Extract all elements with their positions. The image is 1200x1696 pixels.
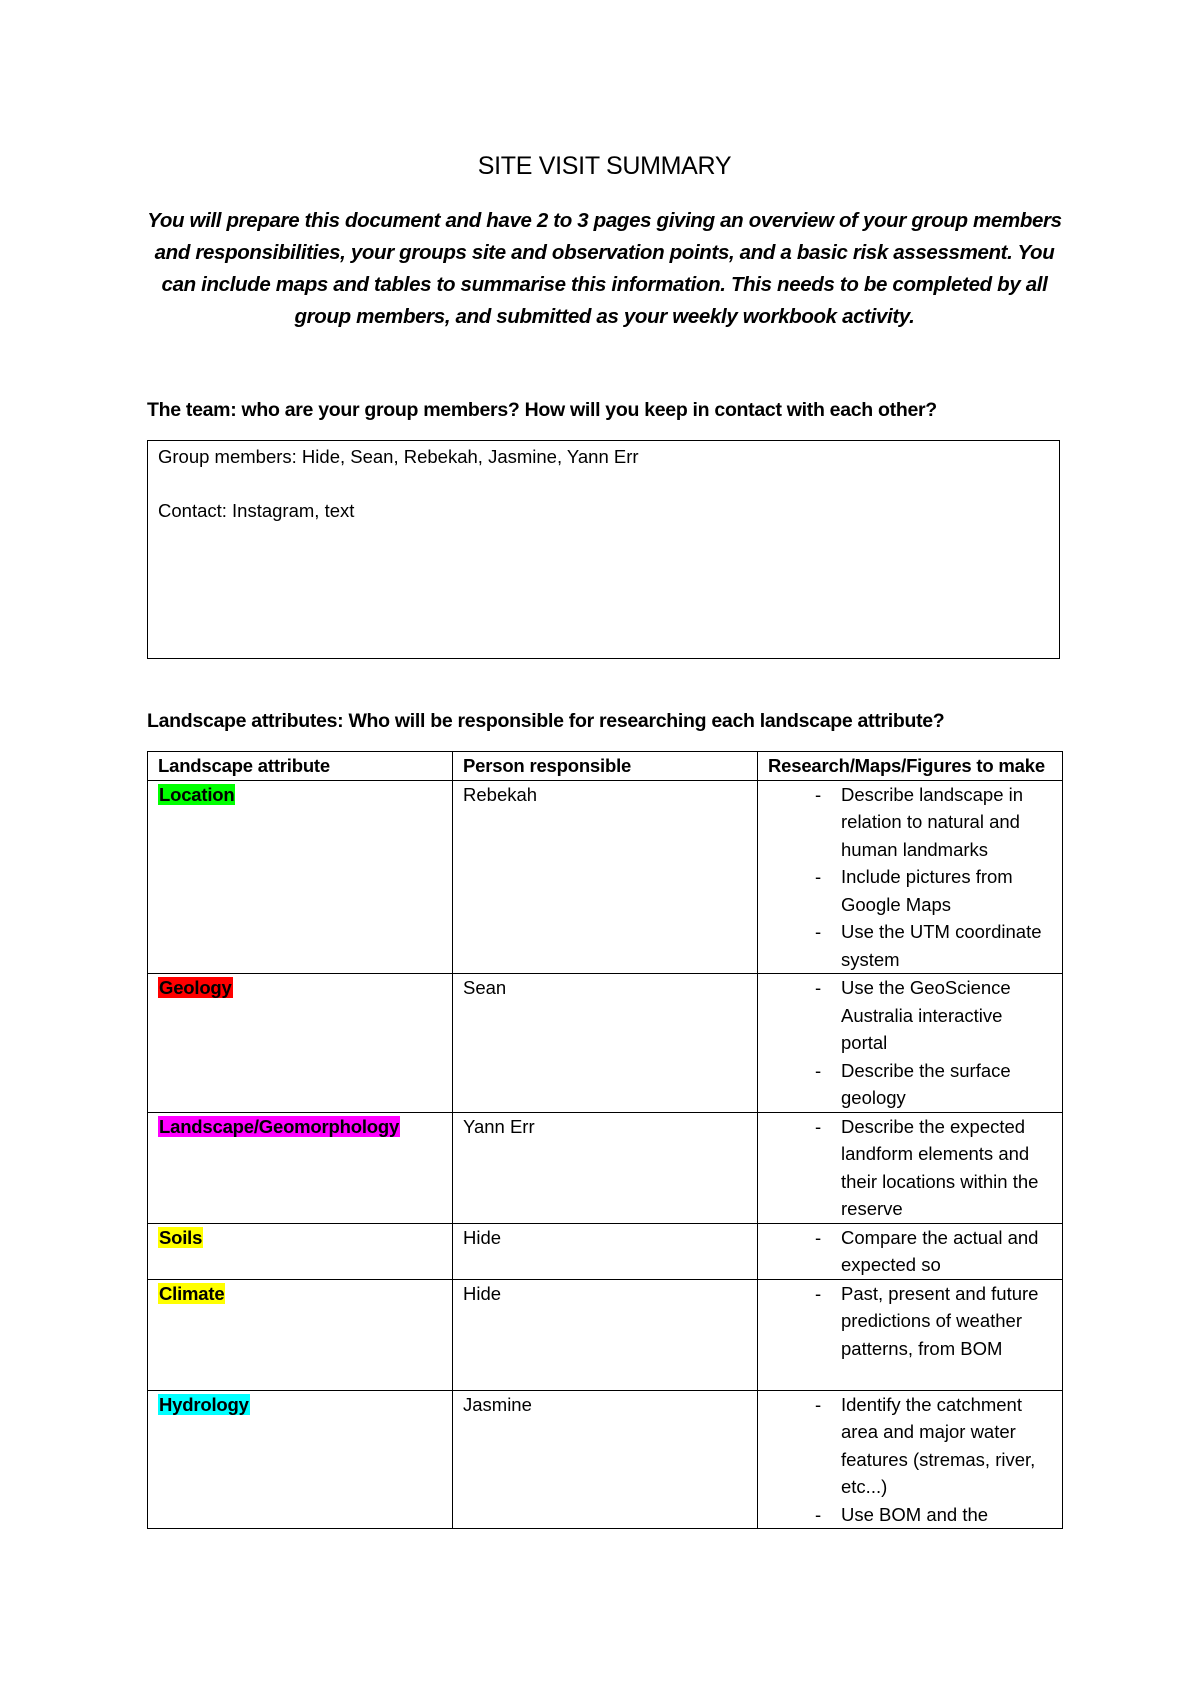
group-members-line: Group members: Hide, Sean, Rebekah, Jasmine, Yann Err xyxy=(158,446,639,467)
team-question-heading: The team: who are your group members? How will you keep in contact with each other? xyxy=(147,399,937,421)
landscape-attributes-table xyxy=(147,751,1063,1529)
instructions-paragraph: You will prepare this document and have 2 to 3 pages giving an overview of your group members and responsibilities, your groups site and observation points, and a basic risk assessment. You can include maps and tables to summarise this information. This needs to be completed by all group members, and submitted as your weekly workbook activity. xyxy=(147,209,1062,328)
table-header-row xyxy=(148,752,1063,781)
attribute-label-geology: Geology xyxy=(159,977,232,998)
attribute-label-hydrology: Hydrology xyxy=(159,1393,249,1415)
attribute-cell xyxy=(148,1390,453,1529)
tasks-cell xyxy=(758,780,1063,974)
table-row xyxy=(148,1112,1063,1223)
person-cell: Hide xyxy=(453,1223,758,1279)
header-landscape-attribute: Landscape attribute xyxy=(148,752,453,781)
task-list xyxy=(768,974,1052,1112)
task-item: - Identify the catchment area and major water features (stremas, river, etc...) xyxy=(768,1391,1052,1501)
task-item: - Describe the expected landform elements and their locations within the reserve xyxy=(768,1113,1052,1223)
task-item: - Include pictures from Google Maps xyxy=(768,863,1052,918)
tasks-cell xyxy=(758,1223,1063,1279)
person-cell: Yann Err xyxy=(453,1112,758,1223)
task-list xyxy=(768,1224,1052,1279)
task-list xyxy=(768,1280,1052,1363)
task-item: - Use BOM and the xyxy=(768,1501,1052,1529)
attribute-cell xyxy=(148,1279,453,1390)
attribute-label-climate: Climate xyxy=(159,1282,225,1304)
table-row xyxy=(148,780,1063,974)
person-cell: Sean xyxy=(453,974,758,1113)
attribute-cell xyxy=(148,974,453,1113)
contact-line: Contact: Instagram, text xyxy=(158,500,355,521)
attribute-cell xyxy=(148,1112,453,1223)
task-item: - Describe the surface geology xyxy=(768,1057,1052,1112)
attribute-label-location: Location xyxy=(159,783,235,805)
document-title: SITE VISIT SUMMARY xyxy=(477,152,732,180)
person-cell: Jasmine xyxy=(453,1390,758,1529)
landscape-question-heading: Landscape attributes: Who will be responsible for researching each landscape attribute? xyxy=(147,710,945,732)
team-answer-box xyxy=(147,440,1060,659)
tasks-cell xyxy=(758,1112,1063,1223)
task-item: - Compare the actual and expected so xyxy=(768,1224,1052,1279)
person-cell: Hide xyxy=(453,1279,758,1390)
task-item: - Use the GeoScience Australia interactive portal xyxy=(768,974,1052,1057)
task-item: - Describe landscape in relation to natural and human landmarks xyxy=(768,781,1052,864)
task-item: - Past, present and future predictions of weather patterns, from BOM xyxy=(768,1280,1052,1363)
table-row xyxy=(148,1390,1063,1529)
tasks-cell xyxy=(758,974,1063,1113)
task-list xyxy=(768,1391,1052,1529)
attribute-label-soils: Soils xyxy=(159,1226,203,1248)
table-row xyxy=(148,1279,1063,1390)
task-list xyxy=(768,1113,1052,1223)
attribute-label-geomorphology: Landscape/Geomorphology xyxy=(159,1115,400,1137)
task-item: - Use the UTM coordinate system xyxy=(768,918,1052,973)
person-cell: Rebekah xyxy=(453,780,758,974)
attribute-cell xyxy=(148,780,453,974)
attribute-cell xyxy=(148,1223,453,1279)
tasks-cell xyxy=(758,1390,1063,1529)
table-row xyxy=(148,974,1063,1113)
tasks-cell xyxy=(758,1279,1063,1390)
task-list xyxy=(768,781,1052,974)
table-row xyxy=(148,1223,1063,1279)
header-research-maps-figures: Research/Maps/Figures to make xyxy=(758,752,1063,781)
header-person-responsible: Person responsible xyxy=(453,752,758,781)
